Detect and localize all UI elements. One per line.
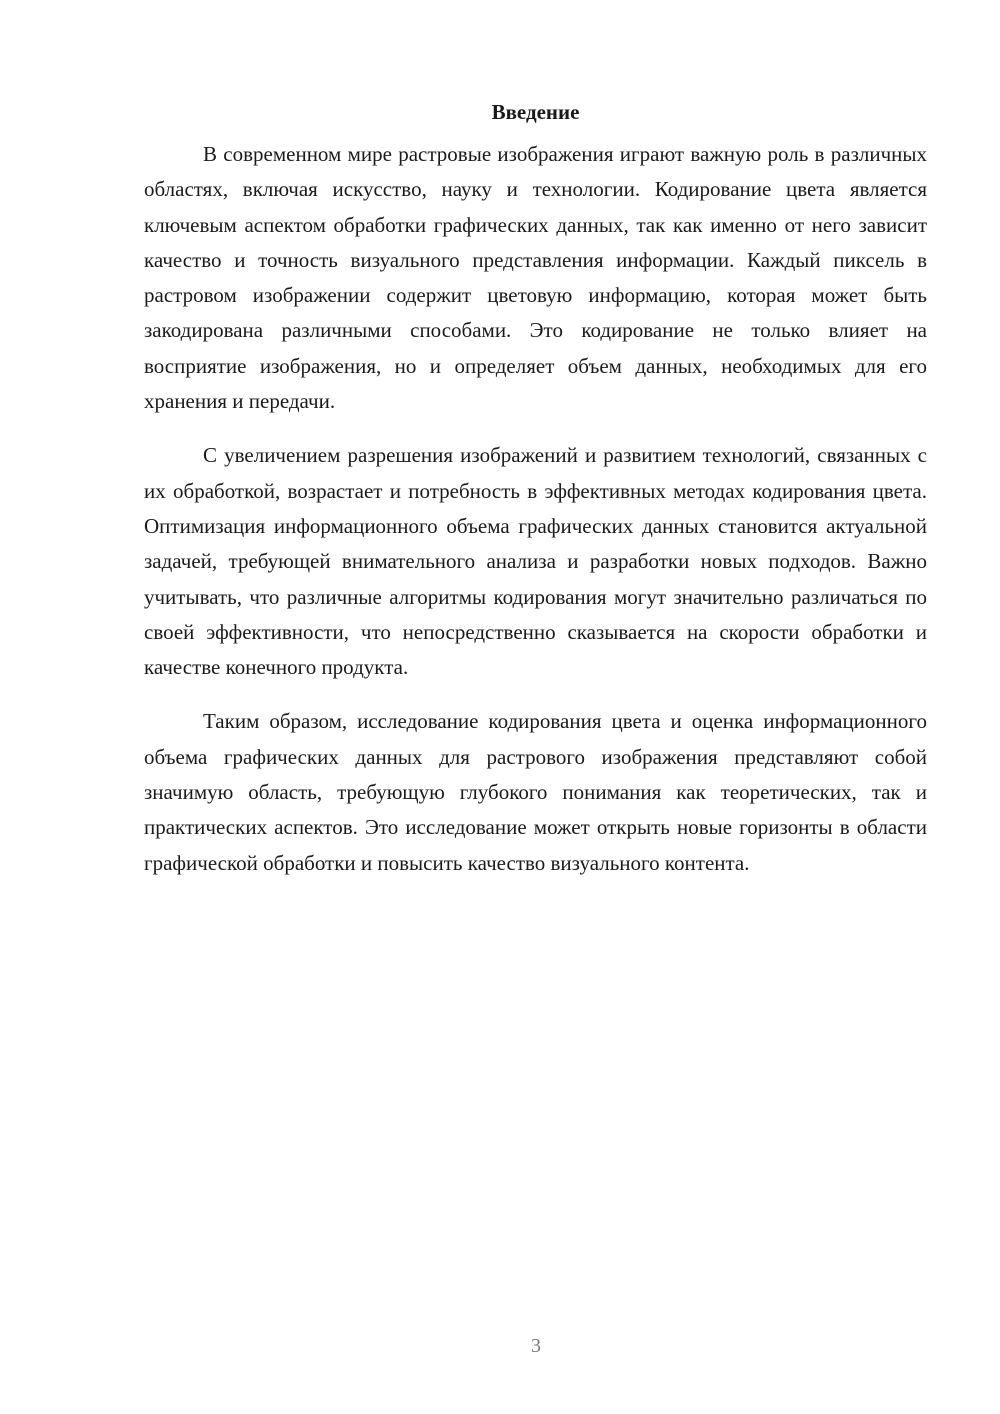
paragraph-2: С увеличением разрешения изображений и развитием технологий, связанных с их обработкой, возрастает и потребность в эффективных методах кодирования цвета. Оптимизация информационного объема графических данных становится актуальной задачей, требующей внимательного анализа и разработки новых подходов. Важно учитывать, что различные алгоритмы кодирования могут значительно различаться по своей эффективности, что непосредственно сказывается на скорости обработки и качестве конечного продукта. [144, 443, 927, 680]
paragraph-1: В современном мире растровые изображения играют важную роль в различных областях, включая искусство, науку и технологии. Кодирование цвета является ключевым аспектом обработки графических данных, так как именно от него зависит качество и точность визуального представления информации. Каждый пиксель в растровом изображении содержит цветовую информацию, которая может быть закодирована различными способами. Это кодирование не только влияет на восприятие изображения, но и определяет объем данных, необходимых для его хранения и передачи. [144, 142, 927, 414]
page-number: 3 [531, 1335, 541, 1357]
section-title: Введение [491, 100, 580, 124]
document-body [144, 96, 927, 881]
paragraph-3: Таким образом, исследование кодирования цвета и оценка информационного объема графических данных для растрового изображения представляют собой значимую область, требующую глубокого понимания как теоретических, так и практических аспектов. Это исследование может открыть новые горизонты в области графической обработки и повысить качество визуального контента. [144, 709, 927, 875]
